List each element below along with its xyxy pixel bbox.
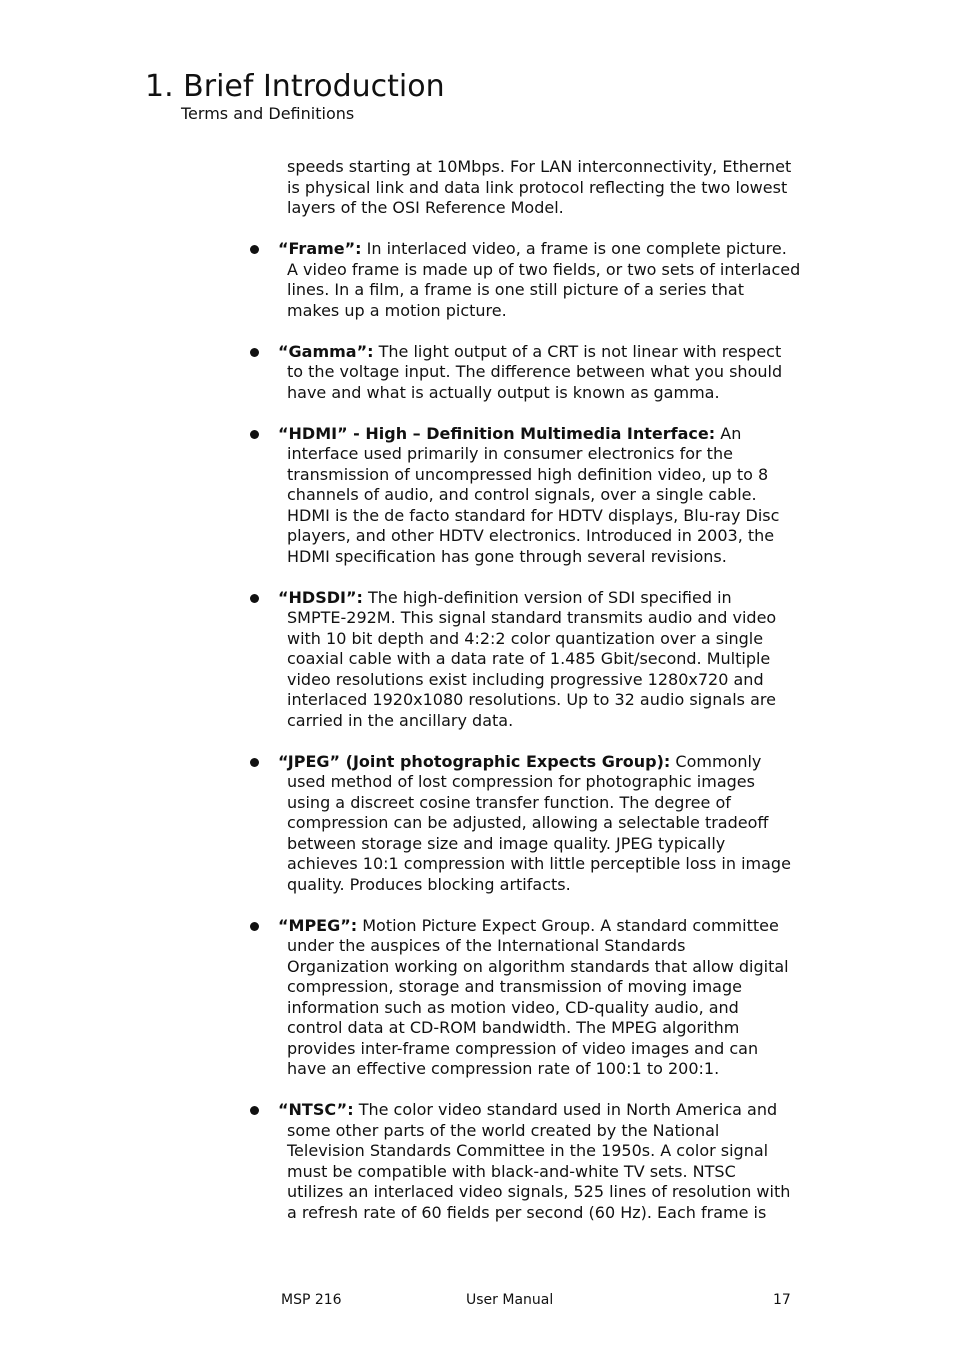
intro-paragraph	[287, 157, 817, 219]
bullet-icon	[250, 922, 259, 931]
definition-line: A video frame is made up of two fields, or two sets of interlaced	[287, 259, 801, 279]
definition-item	[278, 915, 817, 1080]
definition-first-line	[278, 342, 817, 363]
definition-line: must be compatible with black-and-white TV sets. NTSC	[287, 1161, 736, 1181]
definitions-content	[278, 157, 817, 1244]
definition-item	[278, 1100, 817, 1223]
definition-text: Commonly	[675, 751, 762, 771]
definition-line: compression can be adjusted, allowing a selectable tradeoff	[287, 813, 769, 832]
definition-first-line	[278, 1100, 817, 1121]
definition-line: some other parts of the world created by the National	[287, 1120, 720, 1140]
definition-line: HDMI is the de facto standard for HDTV displays, Blu-ray Disc	[287, 505, 780, 525]
bullet-icon	[250, 245, 259, 254]
section-subtitle: Terms and Definitions	[181, 104, 355, 123]
definition-line: to the voltage input. The difference between what you should	[287, 362, 783, 381]
terms-list	[278, 239, 817, 1223]
term-name: “JPEG” (Joint photographic Expects Group):	[278, 751, 671, 771]
definition-text: The high-definition version of SDI specified in	[367, 587, 732, 607]
definition-item	[278, 751, 817, 896]
definition-line: using a discreet cosine transfer function. The degree of	[287, 792, 731, 812]
definition-line: information such as motion video, CD-quality audio, and	[287, 997, 739, 1017]
intro-line: layers of the OSI Reference Model.	[287, 198, 564, 217]
footer-page-number: 17	[773, 1292, 791, 1308]
bullet-icon	[250, 348, 259, 357]
definition-item	[278, 239, 817, 321]
definition-line: under the auspices of the International Standards	[287, 936, 686, 955]
definition-line: HDMI specification has gone through several revisions.	[287, 546, 727, 566]
bullet-icon	[250, 430, 259, 439]
term-name: “NTSC”:	[278, 1100, 354, 1119]
definition-line: video resolutions exist including progressive 1280x720 and	[287, 669, 764, 689]
definition-line: between storage size and image quality. JPEG typically	[287, 833, 726, 853]
definition-line: utilizes an interlaced video signals, 525 lines of resolution with	[287, 1182, 791, 1201]
term-name: “Frame”:	[278, 239, 362, 258]
definition-text: The light output of a CRT is not linear with respect	[378, 341, 782, 361]
definition-line: interface used primarily in consumer electronics for the	[287, 444, 733, 463]
term-name: “HDMI” - High – Definition Multimedia Interface:	[278, 423, 716, 443]
bullet-icon	[250, 594, 259, 603]
definition-line: control data at CD-ROM bandwidth. The MPEG algorithm	[287, 1018, 740, 1037]
definition-line: interlaced 1920x1080 resolutions. Up to 32 audio signals are	[287, 690, 776, 709]
definition-line: used method of lost compression for photographic images	[287, 772, 755, 791]
definition-text: An	[720, 423, 742, 443]
term-name: “HDSDI”:	[278, 587, 363, 607]
definition-line: lines. In a film, a frame is one still picture of a series that	[287, 280, 745, 299]
definition-line: quality. Produces blocking artifacts.	[287, 874, 571, 894]
definition-line: makes up a motion picture.	[287, 300, 507, 320]
definition-line: players, and other HDTV electronics. Introduced in 2003, the	[287, 526, 775, 545]
definition-line: compression, storage and transmission of moving image	[287, 977, 742, 996]
footer-document-title: User Manual	[466, 1292, 554, 1308]
definition-first-line	[278, 588, 817, 609]
page-title: 1. Brief Introduction	[145, 69, 445, 104]
bullet-icon	[250, 758, 259, 767]
definition-line: SMPTE-292M. This signal standard transmits audio and video	[287, 608, 777, 627]
definition-text: Motion Picture Expect Group. A standard committee	[362, 915, 779, 935]
definition-line: achieves 10:1 compression with little perceptible loss in image	[287, 854, 791, 873]
definition-line: provides inter-frame compression of video images and can	[287, 1038, 759, 1058]
definition-line: have and what is actually output is known as gamma.	[287, 382, 720, 402]
definition-first-line	[278, 424, 817, 445]
bullet-icon	[250, 1106, 259, 1115]
term-name: “MPEG”:	[278, 915, 358, 935]
definition-line: a refresh rate of 60 fields per second (60 Hz). Each frame is	[287, 1202, 767, 1222]
definition-line: with 10 bit depth and 4:2:2 color quantization over a single	[287, 628, 764, 648]
term-name: “Gamma”:	[278, 341, 374, 361]
definition-line: Organization working on algorithm standards that allow digital	[287, 956, 789, 976]
definition-first-line	[278, 752, 817, 773]
definition-text: The color video standard used in North America and	[358, 1100, 778, 1119]
definition-line: channels of audio, and control signals, over a single cable.	[287, 485, 757, 504]
definition-item	[278, 587, 817, 732]
definition-item	[278, 423, 817, 568]
definition-line: Television Standards Committee in the 1950s. A color signal	[287, 1141, 769, 1160]
definition-line: have an effective compression rate of 100:1 to 200:1.	[287, 1059, 720, 1078]
definition-line: coaxial cable with a data rate of 1.485 Gbit/second. Multiple	[287, 649, 771, 668]
definition-first-line	[278, 916, 817, 937]
definition-line: carried in the ancillary data.	[287, 710, 514, 730]
footer-model: MSP 216	[281, 1292, 342, 1308]
definition-item	[278, 341, 817, 404]
intro-line: speeds starting at 10Mbps. For LAN interconnectivity, Ethernet	[287, 157, 792, 176]
intro-line: is physical link and data link protocol reflecting the two lowest	[287, 177, 788, 197]
definition-first-line	[278, 239, 817, 260]
definition-text: In interlaced video, a frame is one complete picture.	[366, 239, 787, 258]
definition-line: transmission of uncompressed high definition video, up to 8	[287, 464, 769, 484]
